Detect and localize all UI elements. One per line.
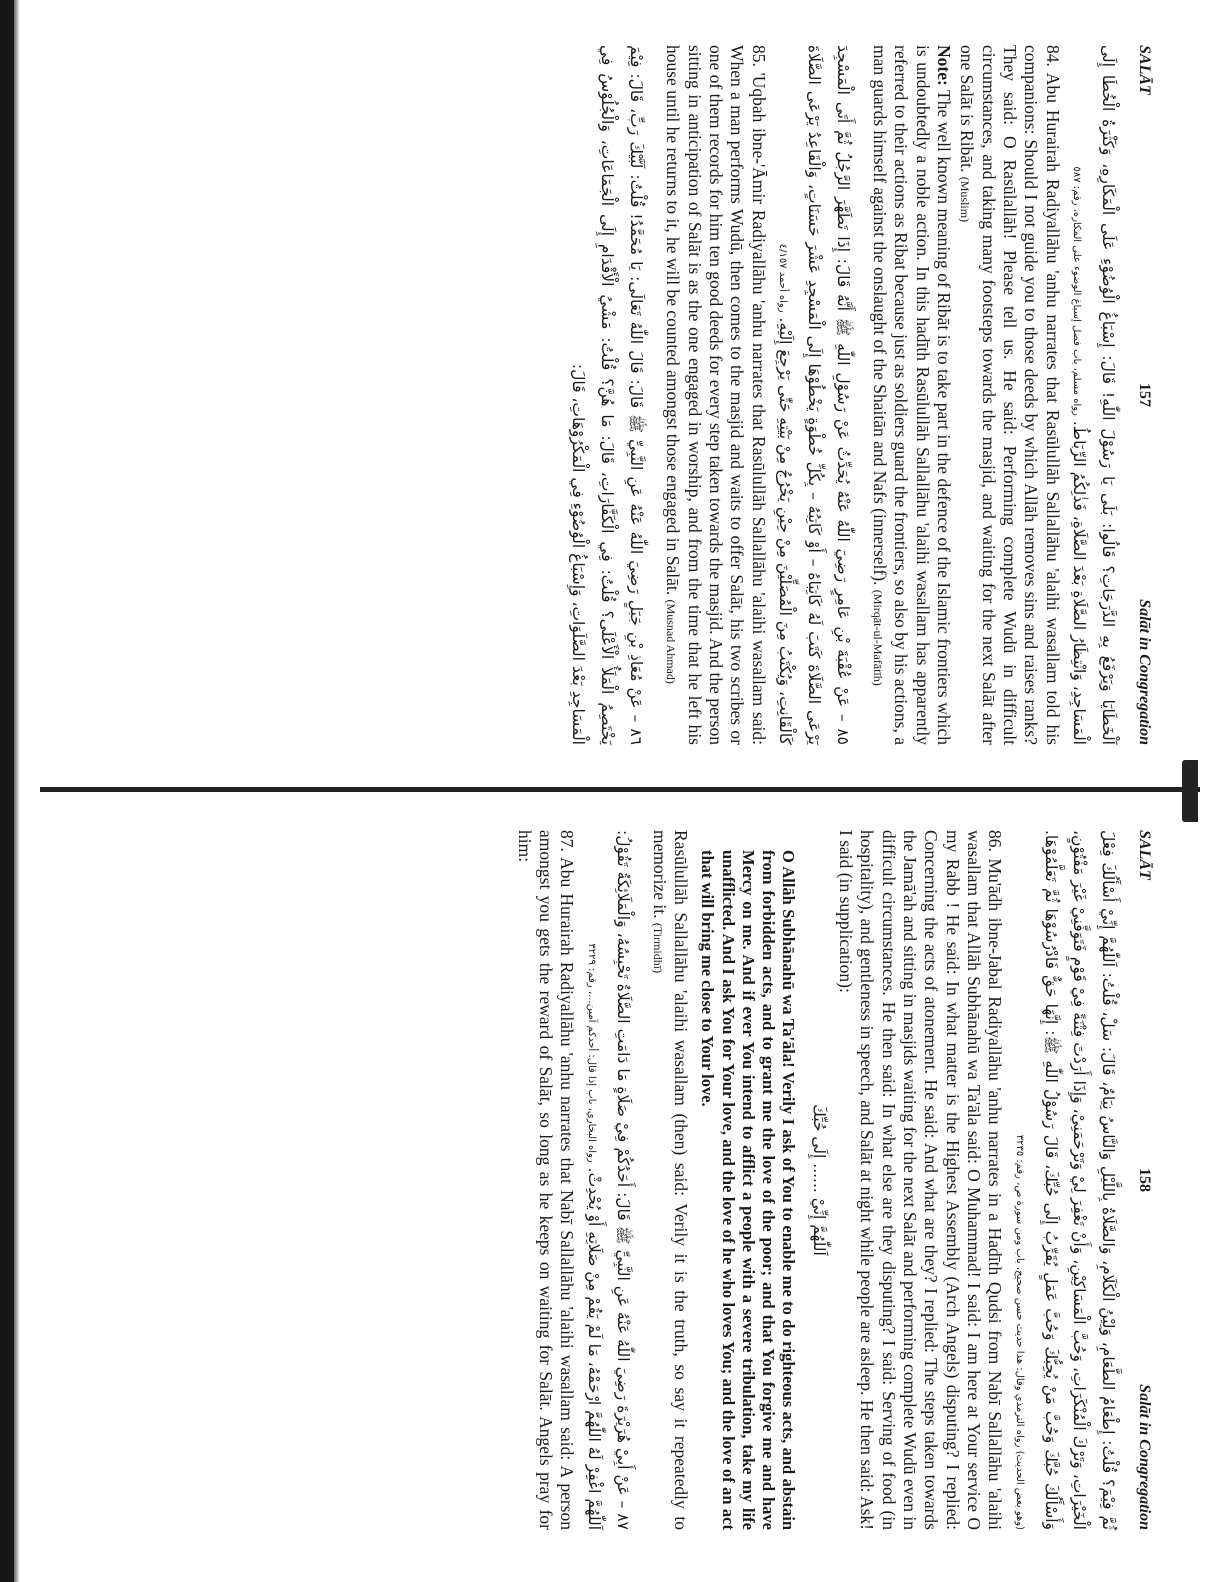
page-body xyxy=(562,45,1122,745)
hadith-86 xyxy=(835,830,1006,1530)
page-157 xyxy=(40,45,1160,745)
closing-paragraph xyxy=(649,830,692,1530)
note-label: Note: xyxy=(933,45,954,86)
header-section: SALĀT xyxy=(1136,830,1153,880)
arabic-text xyxy=(1007,830,1122,1530)
arabic-supplication: اَللّٰهُمَّ إِنِّيْ ...... إِلَى حُبِّكَ xyxy=(809,1104,828,1256)
page-158-content xyxy=(40,830,1160,1530)
hadith-85 xyxy=(662,45,769,745)
closing-source: (Tirmidhī) xyxy=(650,922,665,974)
header-chapter: Salāt in Congregation xyxy=(1136,599,1153,745)
hadith-85-text: 85. 'Uqbah ibne-'Āmir Radiyallāhu 'anhu narrates that Rasūlullāh Sallallāhu 'alaihi wasallam said: When a man performs Wudū, then comes to the masjid and waits to offer Salāt, his two scribes or one of them records for him ten good deeds for every step taken towards the masjid. And the person sitting in anticipation of Salāt is as the one engaged in worship, and from the time that he left his house until he returns to it, he will be counted amongst those engaged in Salāt. xyxy=(663,45,769,745)
arabic-reference: رواه البخاري، باب إذا قال: أحدكم آمين...، رقم: ٣٢٢٩ xyxy=(585,943,597,1163)
hadith-84 xyxy=(956,45,1063,745)
hadith-84-source: (Muslim) xyxy=(958,176,973,223)
closing-text: Rasūlullāh Sallallāhu 'alaihi wasallam (then) said: Verily it is the truth, so say it repeatedly to memorize it. xyxy=(649,830,692,1530)
running-header xyxy=(1130,45,1160,745)
arabic-hadith: ثُمَّ فِيْمَ؟ قُلْتُ: إِطْعَامُ الطَّعَامِ، وَلِيْنُ الْكَلَامِ، وَالصَّلَاةُ بِاللَّيْلِ وَالنَّاسُ نِيَامٌ، قَالَ: سَلْ، قُلْتُ: اَللّٰهُمَّ إِنِّيْ أَسْأَلُكَ فِعْلَ الْخَيْرَاتِ، وَتَرْكَ الْمُنْكَرَاتِ، وَحُبَّ الْمَسَاكِيْنِ، وَأَنْ تَغْفِرَ لِيْ وَتَرْحَمَنِيْ، وَإِذَا أَرَدْتَ فِتْنَةً فِيْ قَوْمٍ فَتَوَفَّنِيْ غَيْرَ مَفْتُوْنٍ، وَأَسْأَلُكَ حُبَّكَ وَحُبَّ مَنْ يُحِبُّكَ وَحُبَّ عَمَلٍ يُقَرِّبُ إِلَى حُبِّكَ، قَالَ رَسُوْلُ اللّٰهِ ﷺ: إِنَّهَا حَقٌّ فَادْرُسُوْهَا ثُمَّ تَعَلَّمُوْهَا. xyxy=(1041,830,1117,1530)
arabic-hadith: ٨٧ – عَنْ أَبِيْ هُرَيْرَةَ رَضِيَ اللّٰهُ عَنْهُ عَنِ النَّبِيِّ ﷺ قَالَ: أَحَدُكُمْ فِيْ صَلَاةٍ مَا دَامَتِ الصَّلَاةُ تَحْبِسُهُ، وَالْمَلَائِكَةُ تَقُوْلُ: اَللّٰهُمَّ اغْفِرْ لَهُ اللّٰهُمَّ ارْحَمْهُ، مَا لَمْ يَقُمْ مِنْ صَلَاتِهِ أَوْ يُحْدِثْ. xyxy=(584,830,632,1530)
arabic-reference: رواه أحمد ٤/١٥٧ xyxy=(777,243,789,313)
page-157-content xyxy=(40,45,1160,745)
supplication-translation: O Allāh Subhānahū wa Ta'āla! Verily I ask of You to enable me to do righteous acts, and abstain from forbidden acts, and to grant me the love of the poor; and that You forgive me and have Mercy on me. And if ever You intend to afflict a people with a severe tribulation, take my life unafflicted. And I ask You for Your love, and the love of he who loves You; and the love of an act that will bring me close to Your love. xyxy=(698,850,798,1530)
hadith-85-source: (Musnad Ahmad) xyxy=(664,599,679,684)
hadith-87 xyxy=(513,830,577,1530)
arabic-text xyxy=(771,45,857,745)
page-gutter xyxy=(40,787,1200,792)
arabic-hadith: ٨٦ – عَنْ مُعَاذِ بْنِ جَبَلٍ رَضِيَ اللّٰهُ عَنْهُ عَنِ النَّبِيِّ ﷺ قَالَ: قَالَ اللّٰهُ تَعَالَى: يَا مُحَمَّدُ! قُلْتُ: لَبَّيْكَ رَبِّ، قَالَ: فِيْمَ يَخْتَصِمُ الْمَلَأُ الْأَعْلَى؟ قُلْتُ: فِي الْكَفَّارَاتِ، قَالَ: مَا هُنَّ؟ قُلْتُ: مَشْيُ الْأَقْدَامِ إِلَى الْجَمَاعَاتِ، وَالْجُلُوْسُ فِي الْمَسَاجِدِ بَعْدَ الصَّلَوَاتِ، وَإِسْبَاغُ الْوُضُوْءِ فِي الْمَكْرُوْهَاتِ، قَالَ: xyxy=(569,45,645,745)
header-chapter: Salāt in Congregation xyxy=(1136,1384,1153,1530)
arabic-reference: (وهو بعض الحديث) رواه الترمذي وقال: هذا حديث حسن صحيح، باب ومن سورة ص، رقم: ٣٢٣٥ xyxy=(1013,1134,1025,1530)
arabic-hadith: ٨٥ – عَنْ عُقْبَةَ بْنِ عَامِرٍ رَضِيَ اللّٰهُ عَنْهُ يُحَدِّثُ عَنْ رَسُوْلِ اللّٰهِ ﷺ أَنَّهُ قَالَ: إِذَا تَطَهَّرَ الرَّجُلُ ثُمَّ أَتَى الْمَسْجِدَ يَرْعَى الصَّلَاةَ كَتَبَ لَهُ كَاتِبَاهُ – أَوْ كَاتِبُهُ – بِكُلِّ خُطْوَةٍ يَخْطُوْهَا إِلَى الْمَسْجِدِ عَشْرَ حَسَنَاتٍ، وَالْقَاعِدُ يَرْعَى الصَّلَاةَ كَالْقَانِتِ، وَيُكْتَبُ مِنَ الْمُصَلِّيْنَ مِنْ حِيْنِ يَخْرُجُ مِنْ بَيْتِهِ حَتّٰى يَرْجِعَ إِلَيْهِ. xyxy=(776,45,852,745)
arabic-hadith: اَلْخَطَايَا وَيَرْفَعُ بِهِ الدَّرَجَاتِ؟ قَالُوا: بَلَى يَا رَسُوْلَ اللّٰهِ! قَالَ: إِسْبَاغُ الْوُضُوْءِ عَلَى الْمَكَارِهِ، وَكَثْرَةُ الْخُطَا إِلَى الْمَسَاجِدِ، وَانْتِظَارُ الصَّلَاةِ بَعْدَ الصَّلَاةِ، فَذٰلِكُمُ الرِّبَاطُ. xyxy=(1070,45,1117,745)
page-body xyxy=(511,830,1122,1530)
running-header xyxy=(1130,830,1160,1530)
arabic-text xyxy=(564,45,650,745)
arabic-reference: رواه مسلم، باب فضل إسباغ الوضوء على المكاره، رقم: ٥٨٧ xyxy=(1071,166,1083,416)
hadith-86-text: 86. Mu'ādh ibne-Jabal Radiyallāhu 'anhu narrates in a Hadīth Qudsi from Nabī Sallallāhu 'alaihi wasallam that Allāh Subhānahū wa Ta'āla said: O Muhammad! I said: I am here at Your service O my Rabb ! He said: In what matter is the Highest Assembly (Arch Angels) disputing? I replied: Concerning the acts of atonement. He said: And what are they? I replied: The steps taken towards the Jamā'ah and sitting in masjids waiting for the next Salāt and performing complete Wudū even in difficult circumstances. He then said: In what else are they disputing? I said: Serving of food (in hospitality), and gentleness in speech, and Salāt at night while people are asleep. He then said: Ask! I said (in supplication): xyxy=(835,830,1006,1530)
hadith-84-text: 84. Abu Hurairah Radiyallāhu 'anhu narrates that Rasūlullāh Sallallāhu 'alaihi wasallam told his companions: Should I not guide you to those deeds by which Allāh removes sins and raises ranks? They said: O Rasūlallāh! Please tell us. He said: Performing complete Wudū in difficult circumstances, and taking many footsteps towards the masjid, and waiting for the next Salāt after one Salāt is Ribāt. xyxy=(957,45,1063,745)
scan-border xyxy=(0,0,14,1582)
arabic-text xyxy=(579,830,636,1530)
page-number: 158 xyxy=(1136,1168,1153,1192)
page-158 xyxy=(40,830,1160,1530)
note-paragraph xyxy=(869,45,954,745)
header-section: SALĀT xyxy=(1136,45,1153,95)
page-number: 157 xyxy=(1136,383,1153,407)
note-source: (Mirqāt-ul-Mafātīh) xyxy=(870,589,885,686)
note-text: The well known meaning of Ribāt is to take part in the defence of the Islamic frontiers which is undoubtedly a noble action. In this hadīth Rasūlullāh Sallallāhu 'alaihi wasallam has apparently referred to their actions as Ribat because just as soldiers guard the frontiers, so also by his actions, a man guards himself against the onslaught of the Shaitān and Nafs (innerself). xyxy=(869,45,954,745)
arabic-text xyxy=(1065,45,1122,745)
hadith-87-text: 87. Abu Hurairah Radiyallāhu 'anhu narrates that Nabī Sallallāhu 'alaihi wasallam said: A person amongst you gets the reward of Salāt, so long as he keeps on waiting for Salāt. Angels pray for him: xyxy=(514,830,578,1530)
binding-notch xyxy=(1182,760,1198,822)
